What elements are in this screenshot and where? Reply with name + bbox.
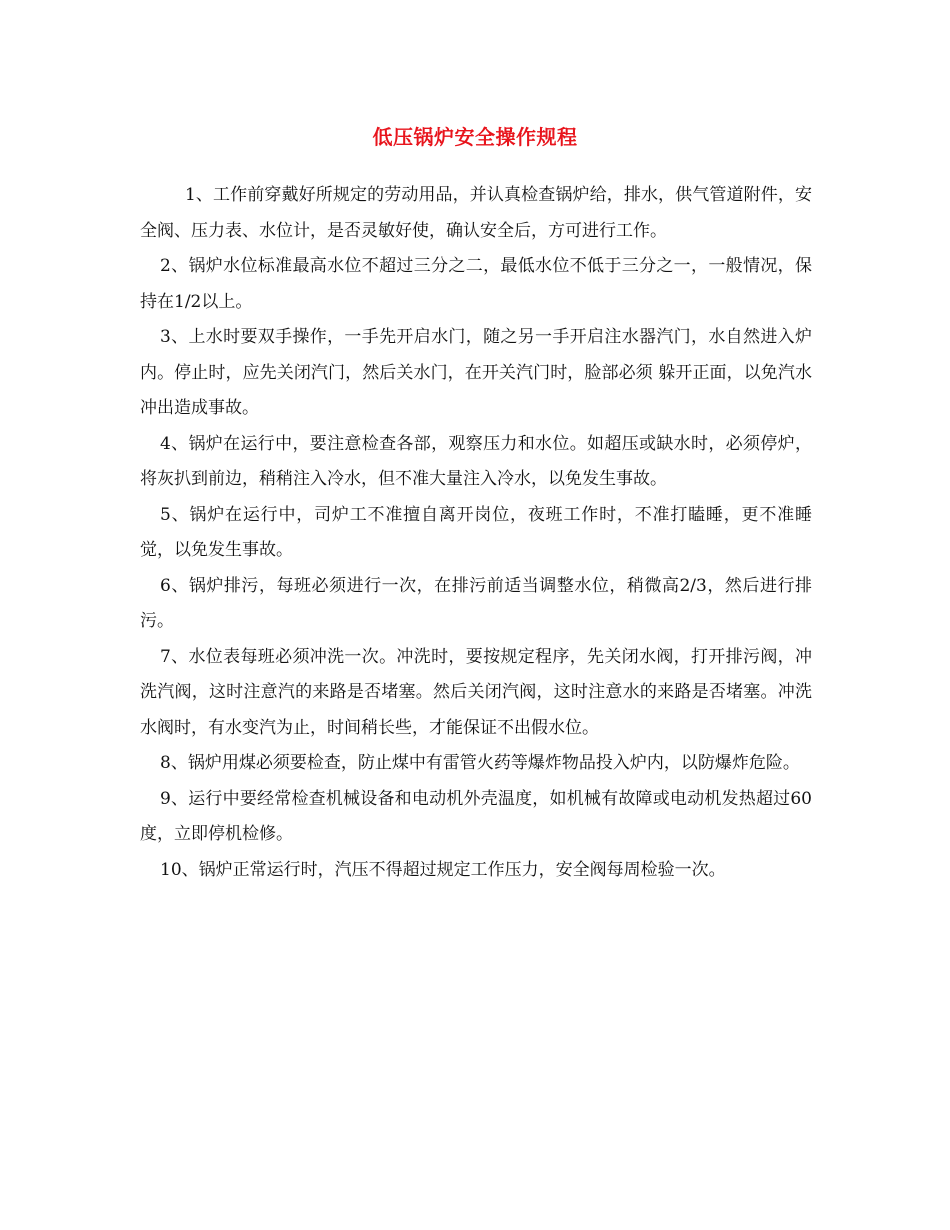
document-title: 低压锅炉安全操作规程 bbox=[372, 125, 578, 149]
paragraph-3: 3、上水时要双手操作，一手先开启水门，随之另一手开启注水器汽门，水自然进入炉内。停止时，应先关闭汽门，然后关水门，在开关汽门时，脸部必须 躲开正面，以免汽水冲出造成事故。 bbox=[140, 327, 812, 418]
paragraph-6: 6、锅炉排污，每班必须进行一次，在排污前适当调整水位，稍微高2/3，然后进行排污。 bbox=[140, 575, 812, 631]
paragraph-5: 5、锅炉在运行中，司炉工不准擅自离开岗位，夜班工作时，不准打瞌睡，更不准睡觉，以免发生事故。 bbox=[140, 504, 812, 560]
paragraph-4: 4、锅炉在运行中，要注意检查各部，观察压力和水位。如超压或缺水时，必须停炉，将灰扒到前边，稍稍注入冷水，但不准大量注入冷水，以免发生事故。 bbox=[140, 433, 812, 489]
paragraph-2: 2、锅炉水位标准最高水位不超过三分之二，最低水位不低于三分之一，一般情况，保持在1/2以上。 bbox=[140, 256, 812, 312]
paragraph-10: 10、锅炉正常运行时，汽压不得超过规定工作压力，安全阀每周检验一次。 bbox=[160, 859, 726, 880]
document-body bbox=[140, 178, 812, 888]
paragraph-9: 9、运行中要经常检查机械设备和电动机外壳温度，如机械有故障或电动机发热超过60度，立即停机检修。 bbox=[140, 788, 812, 844]
paragraph-8: 8、锅炉用煤必须要检查，防止煤中有雷管火药等爆炸物品投入炉内，以防爆炸危险。 bbox=[160, 753, 800, 773]
paragraph-7: 7、水位表每班必须冲洗一次。冲洗时，要按规定程序，先关闭水阀，打开排污阀，冲洗汽阀，这时注意汽的来路是否堵塞。然后关闭汽阀，这时注意水的来路是否堵塞。冲洗水阀时，有水变汽为止，时间稍长些，才能保证不出假水位。 bbox=[140, 646, 812, 738]
paragraph-1: 1、工作前穿戴好所规定的劳动用品，并认真检查锅炉给，排水，供气管道附件，安全阀、压力表、水位计，是否灵敏好使，确认安全后，方可进行工作。 bbox=[140, 185, 812, 241]
